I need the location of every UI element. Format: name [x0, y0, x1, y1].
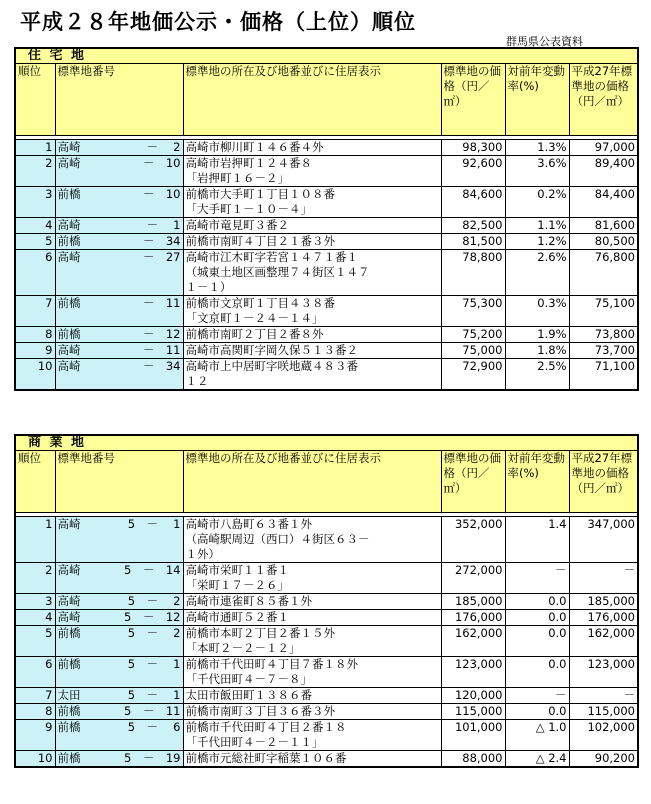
table-row: [15, 626, 638, 657]
code-number: 5 － 1: [127, 657, 181, 671]
address-cell: [183, 327, 441, 343]
price-cell: 84,600: [441, 187, 505, 218]
code-number: 5 － 6: [127, 720, 181, 734]
prev-price-cell: 84,400: [569, 187, 638, 218]
rank-cell: 7: [15, 296, 55, 327]
prev-price-cell: 102,000: [569, 720, 638, 751]
price-cell: 81,500: [441, 234, 505, 250]
rank-cell: 7: [15, 688, 55, 704]
address-line: 高崎市連雀町８５番１外: [185, 594, 312, 608]
code-city: 高崎: [57, 218, 81, 232]
code-cell: [55, 234, 183, 250]
header-prev-price: 平成27年標準地の価格（円／㎡）: [569, 451, 638, 513]
code-city: 高崎: [57, 563, 81, 577]
header-address: 標準地の所在及び地番並びに住居表示: [183, 64, 441, 136]
code-city: 前橋: [57, 657, 81, 671]
prev-price-cell: 81,600: [569, 218, 638, 234]
rank-cell: 4: [15, 610, 55, 626]
address-line: （高崎駅周辺（西口）４街区６３－: [185, 532, 370, 546]
address-cell: [183, 359, 441, 391]
address-line: 高崎市上中居町字咲地蔵４８３番: [185, 359, 358, 373]
address-line: 「岩押町１６－２」: [185, 171, 289, 185]
address-line: 前橋市南町３丁目３６番３外: [185, 704, 335, 718]
address-cell: [183, 720, 441, 751]
prev-price-cell: －: [569, 563, 638, 594]
address-line: 太田市飯田町１３８６番: [185, 688, 312, 702]
code-cell: [55, 751, 183, 768]
address-line: 「本町２－２－１２」: [185, 641, 301, 655]
code-cell: [55, 140, 183, 156]
prev-price-cell: 162,000: [569, 626, 638, 657]
rank-cell: 1: [15, 517, 55, 563]
change-cell: 1.3%: [505, 140, 569, 156]
address-line: 高崎市柳川町１４６番４外: [185, 140, 324, 154]
address-line: 「栄町１７－２６」: [185, 578, 289, 592]
rank-cell: 6: [15, 657, 55, 688]
code-city: 高崎: [57, 140, 81, 154]
rank-cell: 8: [15, 704, 55, 720]
header-code: 標準地番号: [55, 64, 183, 136]
prev-price-cell: 115,000: [569, 704, 638, 720]
address-line: 高崎市通町５２番１: [185, 610, 289, 624]
table-row: [15, 250, 638, 296]
code-number: 5 － 12: [124, 610, 181, 624]
address-cell: [183, 688, 441, 704]
price-cell: 185,000: [441, 594, 505, 610]
address-line: 「文京町１－２４－１４」: [185, 311, 324, 325]
rank-cell: 5: [15, 234, 55, 250]
code-city: 高崎: [57, 359, 81, 373]
code-cell: [55, 156, 183, 187]
rank-cell: 3: [15, 594, 55, 610]
code-number: 5 － 2: [127, 594, 181, 608]
change-cell: 0.0: [505, 704, 569, 720]
address-line: １２: [185, 374, 209, 388]
header-change: 対前年変動率(%): [505, 64, 569, 136]
code-city: 高崎: [57, 156, 81, 170]
header-price: 標準地の価格（円／㎡）: [441, 451, 505, 513]
prev-price-cell: 71,100: [569, 359, 638, 391]
table-row: [15, 234, 638, 250]
address-cell: [183, 140, 441, 156]
code-number: － 10: [142, 156, 181, 170]
code-cell: [55, 327, 183, 343]
code-number: 5 － 1: [127, 688, 181, 702]
prev-price-cell: 176,000: [569, 610, 638, 626]
price-cell: 115,000: [441, 704, 505, 720]
code-cell: [55, 563, 183, 594]
table-row: [15, 218, 638, 234]
prev-price-cell: 89,400: [569, 156, 638, 187]
address-cell: [183, 250, 441, 296]
code-city: 高崎: [57, 343, 81, 357]
residential-table: [14, 47, 639, 391]
table-row: [15, 359, 638, 391]
code-cell: [55, 704, 183, 720]
code-cell: [55, 610, 183, 626]
rank-cell: 2: [15, 156, 55, 187]
address-line: 高崎市栄町１１番１: [185, 563, 289, 577]
change-cell: 1.9%: [505, 327, 569, 343]
address-line: 高崎市岩押町１２４番８: [185, 156, 312, 170]
rank-cell: 2: [15, 563, 55, 594]
code-number: 5 － 14: [124, 563, 181, 577]
price-cell: 272,000: [441, 563, 505, 594]
code-city: 高崎: [57, 250, 81, 264]
address-line: 「千代田町４－７－８」: [185, 672, 312, 686]
change-cell: 1.2%: [505, 234, 569, 250]
table-row: [15, 327, 638, 343]
address-line: 「大手町１－１０－４」: [185, 202, 312, 216]
table-row: [15, 187, 638, 218]
price-cell: 98,300: [441, 140, 505, 156]
price-cell: 101,000: [441, 720, 505, 751]
prev-price-cell: －: [569, 688, 638, 704]
code-cell: [55, 250, 183, 296]
change-cell: 0.0: [505, 610, 569, 626]
code-cell: [55, 720, 183, 751]
prev-price-cell: 73,800: [569, 327, 638, 343]
table-row: [15, 657, 638, 688]
change-cell: 2.6%: [505, 250, 569, 296]
address-line: 前橋市千代田町４丁目７番１８外: [185, 657, 358, 671]
rank-cell: 9: [15, 343, 55, 359]
code-city: 高崎: [57, 594, 81, 608]
address-cell: [183, 626, 441, 657]
change-cell: 0.3%: [505, 296, 569, 327]
header-price: 標準地の価格（円／㎡）: [441, 64, 505, 136]
code-number: 5 － 19: [124, 751, 181, 765]
price-cell: 78,800: [441, 250, 505, 296]
table-row: [15, 594, 638, 610]
price-cell: 75,000: [441, 343, 505, 359]
change-cell: 0.0: [505, 594, 569, 610]
change-cell: 1.8%: [505, 343, 569, 359]
address-line: （城東土地区画整理７４街区１４７: [185, 265, 370, 279]
prev-price-cell: 97,000: [569, 140, 638, 156]
rank-cell: 5: [15, 626, 55, 657]
address-cell: [183, 657, 441, 688]
source-note: 群馬県公表資料: [506, 35, 583, 48]
code-number: 5 － 2: [127, 626, 181, 640]
code-city: 前橋: [57, 720, 81, 734]
address-line: 「千代田町４－２－１１」: [185, 735, 324, 749]
change-cell: 0.2%: [505, 187, 569, 218]
table-row: [15, 563, 638, 594]
code-city: 太田: [57, 688, 81, 702]
address-cell: [183, 296, 441, 327]
code-cell: [55, 594, 183, 610]
change-cell: △ 1.0: [505, 720, 569, 751]
code-cell: [55, 187, 183, 218]
change-cell: △ 2.4: [505, 751, 569, 768]
address-line: 高崎市竜見町３番２: [185, 218, 289, 232]
code-city: 前橋: [57, 751, 81, 765]
code-cell: [55, 218, 183, 234]
rank-cell: 3: [15, 187, 55, 218]
address-cell: [183, 187, 441, 218]
code-city: 高崎: [57, 517, 81, 531]
address-cell: [183, 563, 441, 594]
code-cell: [55, 343, 183, 359]
table-row: [15, 720, 638, 751]
code-cell: [55, 517, 183, 563]
prev-price-cell: 90,200: [569, 751, 638, 768]
code-city: 前橋: [57, 296, 81, 310]
price-cell: 75,300: [441, 296, 505, 327]
table-row: [15, 343, 638, 359]
price-cell: 176,000: [441, 610, 505, 626]
address-line: 高崎市八島町６３番１外: [185, 517, 312, 531]
code-cell: [55, 626, 183, 657]
address-cell: [183, 234, 441, 250]
table-row: [15, 751, 638, 768]
page-title: 平成２８年地価公示・価格（上位）順位: [20, 10, 416, 34]
code-cell: [55, 359, 183, 391]
prev-price-cell: 73,700: [569, 343, 638, 359]
code-cell: [55, 657, 183, 688]
rank-cell: 6: [15, 250, 55, 296]
address-cell: [183, 594, 441, 610]
address-cell: [183, 610, 441, 626]
table-row: [15, 688, 638, 704]
code-city: 高崎: [57, 610, 81, 624]
code-number: － 1: [146, 218, 181, 232]
table-row: [15, 156, 638, 187]
price-cell: 123,000: [441, 657, 505, 688]
code-city: 前橋: [57, 327, 81, 341]
change-cell: 1.4: [505, 517, 569, 563]
header-prev-price: 平成27年標準地の価格（円／㎡）: [569, 64, 638, 136]
header-address: 標準地の所在及び地番並びに住居表示: [183, 451, 441, 513]
rank-cell: 10: [15, 751, 55, 768]
code-number: － 34: [142, 359, 181, 373]
address-cell: [183, 343, 441, 359]
rank-cell: 4: [15, 218, 55, 234]
address-line: 前橋市南町２丁目２番８外: [185, 327, 324, 341]
change-cell: 0.0: [505, 626, 569, 657]
change-cell: 0.0: [505, 657, 569, 688]
code-number: － 10: [142, 187, 181, 201]
address-cell: [183, 156, 441, 187]
prev-price-cell: 347,000: [569, 517, 638, 563]
address-line: 前橋市千代田町４丁目２番１８: [185, 720, 347, 734]
address-line: 高崎市高関町字岡久保５１３番２: [185, 343, 358, 357]
code-number: － 34: [142, 234, 181, 248]
address-line: １－１）: [185, 280, 232, 294]
table-row: [15, 140, 638, 156]
table-row: [15, 704, 638, 720]
price-cell: 88,000: [441, 751, 505, 768]
address-cell: [183, 218, 441, 234]
header-change: 対前年変動率(%): [505, 451, 569, 513]
table-row: [15, 517, 638, 563]
change-cell: 3.6%: [505, 156, 569, 187]
prev-price-cell: 80,500: [569, 234, 638, 250]
code-number: － 11: [142, 296, 181, 310]
code-city: 前橋: [57, 234, 81, 248]
address-line: 高崎市江木町字若宮１４７１番１: [185, 250, 358, 264]
category-label-commercial: 商 業 地: [15, 435, 638, 451]
address-line: １外）: [185, 547, 220, 561]
table-row: [15, 296, 638, 327]
price-cell: 82,500: [441, 218, 505, 234]
commercial-table: [14, 434, 639, 768]
change-cell: －: [505, 563, 569, 594]
code-city: 前橋: [57, 704, 81, 718]
prev-price-cell: 76,800: [569, 250, 638, 296]
table-row: [15, 610, 638, 626]
address-line: 前橋市大手町１丁目１０８番: [185, 187, 335, 201]
code-number: － 27: [142, 250, 181, 264]
address-cell: [183, 517, 441, 563]
code-number: － 12: [142, 327, 181, 341]
rank-cell: 1: [15, 140, 55, 156]
price-cell: 72,900: [441, 359, 505, 391]
price-cell: 120,000: [441, 688, 505, 704]
code-city: 前橋: [57, 187, 81, 201]
code-number: － 11: [142, 343, 181, 357]
address-cell: [183, 751, 441, 768]
header-rank: 順位: [15, 64, 55, 136]
address-line: 前橋市南町４丁目２１番３外: [185, 234, 335, 248]
prev-price-cell: 185,000: [569, 594, 638, 610]
address-cell: [183, 704, 441, 720]
address-line: 前橋市元総社町字稲葉１０６番: [185, 751, 347, 765]
address-line: 前橋市本町２丁目２番１５外: [185, 626, 335, 640]
code-cell: [55, 688, 183, 704]
price-cell: 352,000: [441, 517, 505, 563]
change-cell: 1.1%: [505, 218, 569, 234]
header-rank: 順位: [15, 451, 55, 513]
category-label-residential: 住 宅 地: [15, 48, 638, 64]
change-cell: －: [505, 688, 569, 704]
code-number: 5 － 11: [124, 704, 181, 718]
rank-cell: 8: [15, 327, 55, 343]
code-number: － 2: [146, 140, 181, 154]
prev-price-cell: 123,000: [569, 657, 638, 688]
code-city: 前橋: [57, 626, 81, 640]
address-line: 前橋市文京町１丁目４３８番: [185, 296, 335, 310]
prev-price-cell: 75,100: [569, 296, 638, 327]
header-code: 標準地番号: [55, 451, 183, 513]
code-number: 5 － 1: [127, 517, 181, 531]
change-cell: 2.5%: [505, 359, 569, 391]
rank-cell: 9: [15, 720, 55, 751]
code-cell: [55, 296, 183, 327]
price-cell: 162,000: [441, 626, 505, 657]
rank-cell: 10: [15, 359, 55, 391]
price-cell: 75,200: [441, 327, 505, 343]
price-cell: 92,600: [441, 156, 505, 187]
